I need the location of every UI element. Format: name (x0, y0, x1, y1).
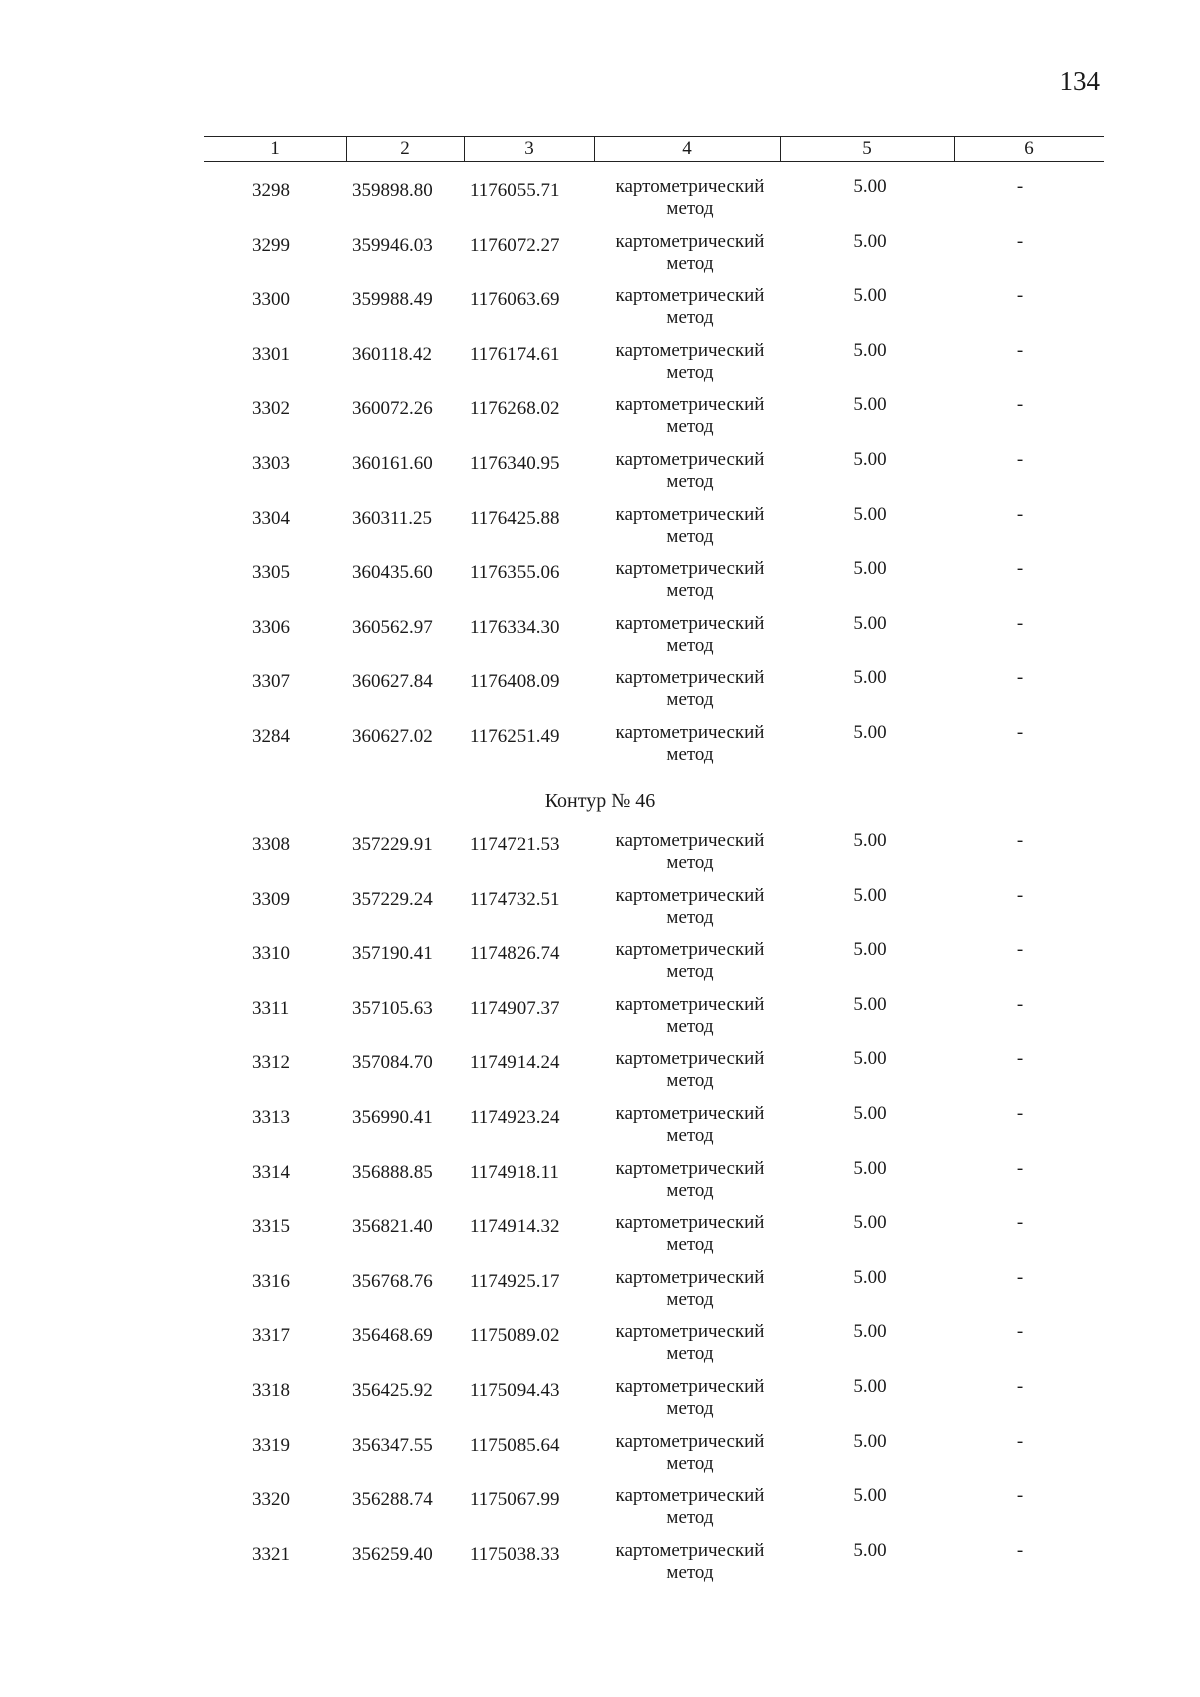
point-number: 3307 (252, 671, 290, 693)
table-row (0, 558, 1200, 608)
accuracy: 5.00 (853, 1430, 887, 1452)
table-row (0, 1212, 1200, 1262)
coord-x: 357190.41 (352, 943, 433, 965)
table-row (0, 1485, 1200, 1535)
coord-x: 356425.92 (352, 1380, 433, 1401)
accuracy: 5.00 (853, 1212, 887, 1234)
method: картометрический метод (615, 884, 765, 928)
accuracy: 5.00 (853, 1321, 887, 1343)
coord-y: 1176408.09 (470, 671, 560, 693)
accuracy: 5.00 (853, 993, 887, 1015)
extra: - (1016, 939, 1024, 961)
method: картометрический метод (615, 1430, 765, 1474)
coord-y: 1174918.11 (470, 1161, 559, 1183)
coord-y: 1176425.88 (470, 507, 560, 529)
extra: - (1016, 1321, 1024, 1343)
method: картометрический метод (615, 1539, 765, 1583)
point-number: 3308 (252, 834, 290, 855)
point-number: 3284 (252, 726, 290, 747)
accuracy: 5.00 (853, 230, 887, 252)
point-number: 3316 (252, 1270, 290, 1292)
coord-x: 360562.97 (352, 616, 433, 638)
table-row (0, 885, 1200, 935)
table-row (0, 1158, 1200, 1208)
accuracy: 5.00 (853, 612, 887, 634)
coord-x: 360311.25 (352, 507, 433, 529)
coord-y: 1174732.51 (470, 888, 560, 910)
coord-y: 1176072.27 (470, 234, 560, 256)
coord-y: 1175067.99 (470, 1489, 560, 1511)
accuracy: 5.00 (853, 830, 887, 851)
extra: - (1016, 1376, 1024, 1397)
accuracy: 5.00 (853, 1157, 887, 1179)
table-row (0, 1267, 1200, 1317)
section-title: Контур № 46 (544, 790, 656, 812)
coord-y: 1176340.95 (470, 453, 560, 474)
column-header-2: 2 (400, 138, 410, 159)
point-number: 3310 (252, 943, 290, 965)
accuracy: 5.00 (853, 449, 887, 470)
accuracy: 5.00 (853, 1103, 887, 1124)
extra: - (1016, 176, 1024, 197)
coord-x: 356288.74 (352, 1489, 433, 1511)
coord-x: 359898.80 (352, 180, 433, 201)
coord-y: 1174907.37 (470, 997, 560, 1019)
table-row (0, 939, 1200, 989)
method: картометрический метод (615, 176, 765, 219)
table-row (0, 504, 1200, 554)
method: картометрический метод (615, 1212, 765, 1256)
coord-x: 356468.69 (352, 1325, 433, 1347)
coord-x: 356888.85 (352, 1161, 433, 1183)
point-number: 3299 (252, 234, 290, 256)
table-row (0, 613, 1200, 663)
table-row (0, 1431, 1200, 1481)
coord-x: 359988.49 (352, 289, 433, 311)
accuracy: 5.00 (853, 503, 887, 525)
method: картометрический метод (615, 667, 765, 711)
table-row (0, 449, 1200, 499)
accuracy: 5.00 (853, 1539, 887, 1561)
table-row (0, 285, 1200, 335)
method: картометрический метод (615, 830, 765, 873)
point-number: 3317 (252, 1325, 290, 1347)
point-number: 3314 (252, 1161, 290, 1183)
method: картометрический метод (615, 1321, 765, 1365)
point-number: 3321 (252, 1543, 290, 1565)
point-number: 3301 (252, 343, 290, 365)
accuracy: 5.00 (853, 884, 887, 906)
column-header-6: 6 (1024, 138, 1034, 159)
accuracy: 5.00 (853, 939, 887, 961)
coord-x: 360072.26 (352, 398, 433, 420)
point-number: 3318 (252, 1380, 290, 1401)
coord-x: 357229.91 (352, 834, 433, 855)
method: картометрический метод (615, 1485, 765, 1529)
coord-x: 359946.03 (352, 234, 433, 256)
method: картометрический метод (615, 722, 765, 765)
table-row (0, 1103, 1200, 1153)
column-header-5: 5 (862, 138, 872, 159)
header-bottom-rule (204, 161, 1104, 162)
coord-x: 357229.24 (352, 888, 433, 910)
extra: - (1016, 1485, 1024, 1507)
coord-y: 1174914.24 (470, 1052, 560, 1074)
method: картометрический метод (615, 1266, 765, 1310)
coord-x: 360435.60 (352, 562, 433, 584)
accuracy: 5.00 (853, 1485, 887, 1507)
coord-y: 1175089.02 (470, 1325, 560, 1347)
table-row (0, 340, 1200, 390)
column-header-3: 3 (524, 138, 534, 159)
point-number: 3312 (252, 1052, 290, 1074)
point-number: 3313 (252, 1107, 290, 1128)
extra: - (1016, 503, 1024, 525)
coord-y: 1175094.43 (470, 1380, 560, 1401)
accuracy: 5.00 (853, 558, 887, 580)
coord-y: 1176334.30 (470, 616, 560, 638)
coord-y: 1174826.74 (470, 943, 560, 965)
extra: - (1016, 449, 1024, 470)
table-row (0, 394, 1200, 444)
table-row (0, 1048, 1200, 1098)
point-number: 3302 (252, 398, 290, 420)
extra: - (1016, 339, 1024, 361)
extra: - (1016, 884, 1024, 906)
point-number: 3315 (252, 1216, 290, 1238)
extra: - (1016, 1103, 1024, 1124)
point-number: 3320 (252, 1489, 290, 1511)
accuracy: 5.00 (853, 1376, 887, 1397)
coord-x: 356259.40 (352, 1543, 433, 1565)
method: картометрический метод (615, 558, 765, 602)
extra: - (1016, 285, 1024, 307)
table-row (0, 667, 1200, 717)
method: картометрический метод (615, 230, 765, 274)
coord-x: 360161.60 (352, 453, 433, 474)
point-number: 3311 (252, 997, 290, 1019)
coord-x: 357105.63 (352, 997, 433, 1019)
point-number: 3305 (252, 562, 290, 584)
extra: - (1016, 1157, 1024, 1179)
accuracy: 5.00 (853, 1266, 887, 1288)
table-row (0, 1540, 1200, 1590)
extra: - (1016, 558, 1024, 580)
coord-y: 1174914.32 (470, 1216, 560, 1238)
method: картометрический метод (615, 1157, 765, 1201)
point-number: 3309 (252, 888, 290, 910)
extra: - (1016, 993, 1024, 1015)
coord-x: 360118.42 (352, 343, 433, 365)
table-row (0, 994, 1200, 1044)
method: картометрический метод (615, 939, 765, 983)
coord-x: 360627.02 (352, 726, 433, 747)
coord-y: 1174923.24 (470, 1107, 560, 1128)
method: картометрический метод (615, 993, 765, 1037)
extra: - (1016, 394, 1024, 416)
extra: - (1016, 1266, 1024, 1288)
coord-x: 356347.55 (352, 1434, 433, 1456)
method: картометрический метод (615, 612, 765, 656)
coord-x: 356990.41 (352, 1107, 433, 1128)
point-number: 3304 (252, 507, 290, 529)
extra: - (1016, 1539, 1024, 1561)
table-header (204, 136, 1104, 162)
table-row (0, 722, 1200, 772)
page-number: 134 (1059, 66, 1100, 96)
point-number: 3303 (252, 453, 290, 474)
accuracy: 5.00 (853, 285, 887, 307)
coord-y: 1175085.64 (470, 1434, 560, 1456)
coord-y: 1176355.06 (470, 562, 560, 584)
point-number: 3298 (252, 180, 290, 201)
coord-y: 1176055.71 (470, 180, 560, 201)
extra: - (1016, 667, 1024, 689)
coord-x: 360627.84 (352, 671, 433, 693)
method: картометрический метод (615, 394, 765, 438)
method: картометрический метод (615, 339, 765, 383)
coord-x: 356821.40 (352, 1216, 433, 1238)
coord-y: 1174721.53 (470, 834, 560, 855)
method: картометрический метод (615, 1376, 765, 1419)
accuracy: 5.00 (853, 722, 887, 743)
method: картометрический метод (615, 1103, 765, 1146)
accuracy: 5.00 (853, 667, 887, 689)
coord-y: 1176174.61 (470, 343, 560, 365)
accuracy: 5.00 (853, 176, 887, 197)
accuracy: 5.00 (853, 1048, 887, 1070)
coord-y: 1176268.02 (470, 398, 560, 420)
coord-y: 1176251.49 (470, 726, 560, 747)
table-row (0, 231, 1200, 281)
coord-x: 356768.76 (352, 1270, 433, 1292)
table-row (0, 1376, 1200, 1426)
point-number: 3300 (252, 289, 290, 311)
table-row (0, 1321, 1200, 1371)
table-row (0, 176, 1200, 226)
table-row (0, 830, 1200, 880)
coord-y: 1176063.69 (470, 289, 560, 311)
coord-x: 357084.70 (352, 1052, 433, 1074)
extra: - (1016, 1048, 1024, 1070)
accuracy: 5.00 (853, 339, 887, 361)
extra: - (1016, 1212, 1024, 1234)
method: картометрический метод (615, 1048, 765, 1092)
method: картометрический метод (615, 285, 765, 329)
extra: - (1016, 830, 1024, 851)
column-header-4: 4 (682, 138, 692, 159)
coord-y: 1175038.33 (470, 1543, 560, 1565)
method: картометрический метод (615, 503, 765, 547)
extra: - (1016, 1430, 1024, 1452)
column-header-1: 1 (270, 138, 280, 159)
accuracy: 5.00 (853, 394, 887, 416)
coord-y: 1174925.17 (470, 1270, 560, 1292)
point-number: 3306 (252, 616, 290, 638)
extra: - (1016, 722, 1024, 743)
point-number: 3319 (252, 1434, 290, 1456)
method: картометрический метод (615, 449, 765, 492)
extra: - (1016, 612, 1024, 634)
extra: - (1016, 230, 1024, 252)
